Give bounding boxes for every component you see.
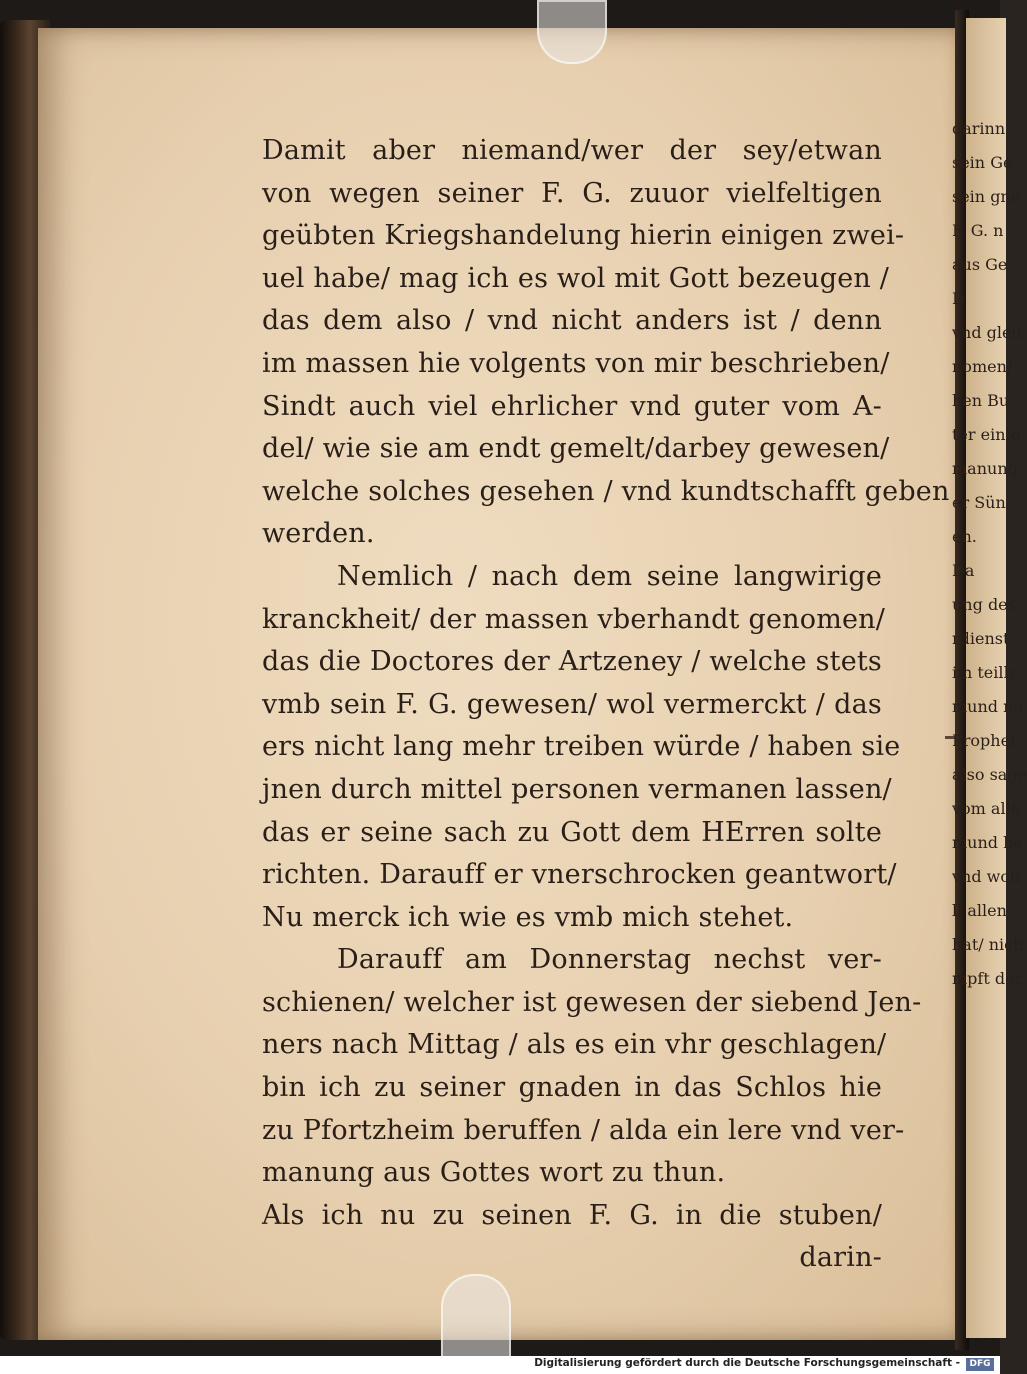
facing-line: manung bbox=[952, 459, 1018, 478]
facing-line: mund nu bbox=[952, 697, 1024, 716]
facing-line: im teilh bbox=[952, 663, 1014, 682]
text-line: das er seine sach zu Gott dem HErren solte bbox=[262, 816, 882, 848]
text-line: schienen/ welcher ist gewesen der siebend Jen- bbox=[262, 986, 922, 1018]
facing-line: Prophet bbox=[952, 731, 1017, 750]
facing-line: Da bbox=[952, 561, 975, 580]
text-line: richten. Darauff er vnerschrocken geantwort/ bbox=[262, 859, 897, 891]
facing-line: aus Ge bbox=[952, 255, 1008, 274]
text-line: das dem also / vnd nicht anders ist / denn bbox=[262, 305, 882, 337]
facing-line: ter einig bbox=[952, 425, 1021, 444]
facing-line: en. bbox=[952, 527, 977, 546]
text-line: Nu merck ich wie es vmb mich stehet. bbox=[262, 901, 794, 933]
text-line: ers nicht lang mehr treiben würde / haben sie bbox=[262, 731, 901, 763]
facing-line: ll allen bbox=[952, 901, 1007, 920]
facing-line: vnd gleu bbox=[952, 323, 1022, 342]
page-clip-bottom bbox=[441, 1274, 511, 1360]
text-line: vmb sein F. G. gewesen/ wol vermerckt / das bbox=[262, 688, 882, 720]
facing-line: vnd woll bbox=[952, 867, 1021, 886]
text-line: jnen durch mittel personen vermanen lassen/ bbox=[262, 773, 892, 805]
text-line: von wegen seiner F. G. zuuor vielfeltigen bbox=[262, 177, 882, 209]
text-line: werden. bbox=[262, 518, 375, 550]
text-line: Damit aber niemand/wer der sey/etwan bbox=[262, 135, 882, 166]
footer-bar bbox=[0, 1356, 1000, 1374]
facing-line: er Sün bbox=[952, 493, 1006, 512]
text-line: kranckheit/ der massen vberhandt genomen/ bbox=[262, 603, 886, 635]
text-line: Als ich nu zu seinen F. G. in die stuben/ bbox=[262, 1199, 882, 1231]
text-line: bin ich zu seiner gnaden in das Schlos hie bbox=[262, 1072, 882, 1104]
facing-line: sein Ge bbox=[952, 153, 1013, 172]
page-clip-top bbox=[537, 0, 607, 64]
text-line: welche solches gesehen / vnd kundtschafft geben bbox=[262, 475, 950, 507]
facing-line: vom alle bbox=[952, 799, 1021, 818]
facing-line: nomen/ bbox=[952, 357, 1013, 376]
facing-line: mund he bbox=[952, 833, 1023, 852]
facing-line: hen Bu bbox=[952, 391, 1010, 410]
dfg-logo[interactable]: DFG bbox=[966, 1358, 994, 1371]
text-line: manung aus Gottes wort zu thun. bbox=[262, 1157, 726, 1189]
text-line: del/ wie sie am endt gemelt/darbey gewesen/ bbox=[262, 433, 890, 465]
text-line: uel habe/ mag ich es wol mit Gott bezeugen / bbox=[262, 262, 890, 294]
facing-line: darinn bbox=[952, 119, 1006, 138]
main-text-block bbox=[262, 130, 950, 1280]
facing-line: sein gne bbox=[952, 187, 1021, 206]
funding-credit: Digitalisierung gefördert durch die Deutsche Forschungsgemeinschaft - bbox=[534, 1357, 960, 1369]
facing-line: also sage bbox=[952, 765, 1027, 784]
text-line: ners nach Mittag / als es ein vhr geschlagen/ bbox=[262, 1029, 887, 1061]
text-line: Sindt auch viel ehrlicher vnd guter vom A- bbox=[262, 390, 882, 422]
text-line: Nemlich / nach dem seine langwirige bbox=[337, 560, 882, 592]
facing-page-text bbox=[952, 112, 1027, 996]
facing-line: F. G. n bbox=[952, 221, 1004, 240]
text-line: im massen hie volgents von mir beschrieben/ bbox=[262, 347, 890, 379]
text-line: zu Pfortzheim beruffen / alda ein lere vnd ver- bbox=[262, 1114, 905, 1146]
text-line: das die Doctores der Artzeney / welche stets bbox=[262, 646, 882, 678]
text-line: Darauff am Donnerstag nechst ver- bbox=[337, 944, 882, 976]
facing-line: ung des bbox=[952, 595, 1016, 614]
text-line: geübten Kriegshandelung hierin einigen zwei- bbox=[262, 220, 905, 252]
facing-line: rdienst bbox=[952, 629, 1010, 648]
facing-line: hat/ nich bbox=[952, 935, 1024, 954]
facing-line: mpft der bbox=[952, 969, 1023, 988]
catchword: darin- bbox=[799, 1242, 882, 1274]
facing-line: D bbox=[952, 289, 965, 308]
